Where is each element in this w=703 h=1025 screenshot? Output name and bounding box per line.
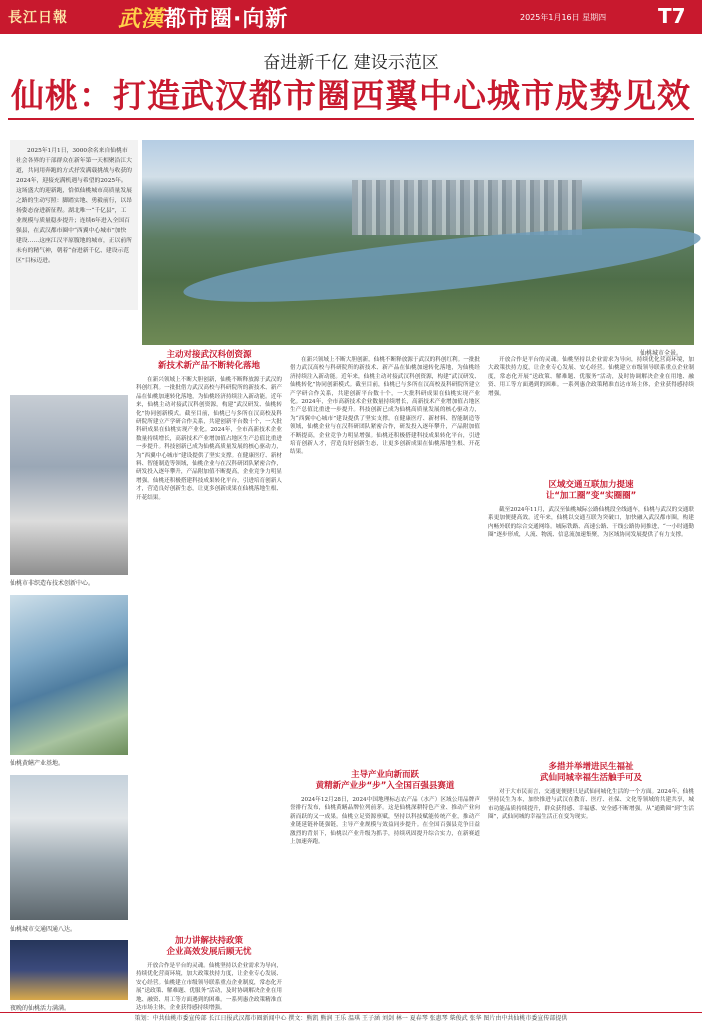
section1-head1: 主动对接武汉科创资源 [166,350,252,360]
section5-head1: 多措并举增进民生福祉 [548,762,634,772]
section-title-b: 都市圈·向新 [164,7,289,32]
photo-nonwoven-center [10,395,128,575]
section1-heading [134,350,284,372]
section2-body: 开放合作是平台的灵魂。仙桃坚持以企业需求为导向，持续优化营商环境，加大政策扶持力度，让企业专心发展、安心经营。仙桃建立市级领导联系重点企业制度，常态化开展“送政策、解难题、优服务”活动，及时协调解决企业在用地、融资、用工等方面遇到的困难。一系列惠企政策精准直达市场主体，企业获得感持续增强。 [136,963,282,1012]
hero-city-skyline [352,180,582,235]
section4-body: 截至2024年11月，武汉至仙桃城际公路仙桃段全线通车，仙桃与武汉的交通联系更加便捷高效。近年来，仙桃以交通互联为突破口，加快融入武汉都市圈，构建内畅外联的综合交通网络。城际铁路、高速公路、干线公路协同推进，“一小时通勤圈”逐步形成，人流、物流、信息流加速集聚，为区域协同发展提供了有力支撑。 [488,507,694,539]
kicker: 奋进新千亿 建设示范区 [263,53,439,73]
hero-caption: 仙桃城市全景。 [640,350,683,357]
section4-head1: 区域交通互联加力提速 [548,480,634,490]
headline: 仙桃：打造武汉都市圈西翼中心城市成势见效 [11,76,691,115]
section-title [118,2,288,33]
paper-title: 長江日報 [8,10,68,26]
section5-heading [488,762,694,784]
section2-head1: 加力讲解扶持政策 [174,936,243,946]
photo-eel-base [10,595,128,755]
section4-heading [488,480,694,502]
right-column-top-text: 开放合作是平台的灵魂。仙桃坚持以企业需求为导向，持续优化营商环境，加大政策扶持力度，让企业专心发展、安心经营。仙桃建立市级领导联系重点企业制度，常态化开展“送政策、解难题、优服务”活动，及时协调解决企业在用地、融资、用工等方面遇到的困难。一系列惠企政策精准直达市场主体，企业获得感持续增强。 [488,357,694,397]
section2-heading [134,936,284,958]
caption-img1: 仙桃市非织造布技术创新中心。 [10,580,95,587]
section1-head2: 新技术新产品不断转化落地 [157,361,260,371]
lead-box [10,140,138,310]
page-number: T7 [658,4,686,28]
section-title-a: 武漢 [118,7,165,32]
caption-img2: 仙桃黄鳝产业基地。 [10,760,65,767]
section5-body: 对于大市民而言，交通更便捷只是武仙同城化生活的一个方面。2024年，仙桃坚持民生为本，加快推进与武汉在教育、医疗、社保、文化等领域的共建共享，城市功能品质持续提升，群众获得感、幸福感、安全感不断增强。从“通勤圈”到“生活圈”，武仙同城的幸福生活正在变为现实。 [488,789,694,821]
masthead [0,0,702,34]
section3-body: 2024年12月28日，2024中国地理标志农产品（水产）区域公用品牌声誉排行发布，仙桃黄鳝品牌位列前茅。这是仙桃深耕特色产业、推动产业向新而跃的又一成果。仙桃立足资源禀赋，坚持以科技赋能传统产业，推动产业链延链补链强链，主导产业规模与效益同步提升。在全国百强县竞争日益激烈的背景下，仙桃以产业升级为抓手，持续巩固提升综合实力，在新赛道上加速奔跑。 [290,797,480,846]
section3-heading [290,770,480,792]
lead-text: 2025年1月1日，3000余名来自仙桃市社会各界的干部群众在新年第一天相聚沿江大道，共同用奔跑的方式抒发满载挑战与收获的2024年，迎接充满机遇与希望的2025年。这场盛大的迎新跑，恰似仙桃城市高质量发展之路的生动写照：脚踏实地、勇毅前行，以昂扬姿态奋进新征程。湖北唯一“千亿县”，工业规模与质量稳步提升；连续6年进入全国百强县，在武汉都市圈中“西翼中心城市”加快建设……这座江汉平原腹地的城市，正以前所未有的精气神，朝着“奋进新千亿、建设示范区”目标迈进。 [16,148,132,264]
section4-head2: 让“加工圈”变“实圈圈” [545,491,637,501]
photo-night-city [10,940,128,1000]
photo-transport [10,775,128,920]
caption-img4: 夜晚的仙桃活力满满。 [10,1005,71,1012]
section3-head2: 黄精新产业步“步”入全国百强县赛道 [315,781,455,791]
headline-rule [8,118,694,120]
section3-head1: 主导产业向新而跃 [350,770,419,780]
credits-footer: 策划：中共仙桃市委宣传部 长江日报武汉都市圈新闻中心 撰文：熊凯 熊润 王乐 温琪 王子涵 刘剑 林一 夏春琴 张惠琴 柴俊武 张华 图片由中共仙桃市委宣传部提供 [0,1012,702,1025]
dateline: 2025年1月16日 星期四 [520,13,607,22]
middle-column-text: 在新兴领域上不断大胆创新，仙桃不断释放源于武汉的科创红利。一批批借力武汉高校与科研院所的新技术、新产品在仙桃加速转化落地，为仙桃经济持续注入新动能。近年来，仙桃主动对接武汉科创资源，构建“武汉研发、仙桃转化”协同创新模式。截至目前，仙桃已与多所在汉高校及科研院所建立产学研合作关系，共建创新平台数十个，一大批科研成果在仙桃实现产业化。2024年，全市高新技术企业数量持续增长，高新技术产业增加值占地区生产总值比重进一步提升。科技创新已成为仙桃高质量发展的核心驱动力，为“西翼中心城市”建设提供了坚实支撑。在健康医疗、新材料、智能制造等领域，仙桃企业与在汉科研团队紧密合作，研发投入逐年攀升，产品附加值不断提高，企业竞争力明显增强。仙桃还积极搭建科技成果转化平台，引进培育创新人才，营造良好创新生态，让更多创新成果在仙桃落地生根、开花结果。 [290,357,481,456]
section5-head2: 武仙同城幸福生活触手可及 [539,773,642,783]
section1-body: 在新兴领域上不断大胆创新，仙桃不断释放源于武汉的科创红利。一批批借力武汉高校与科研院所的新技术、新产品在仙桃加速转化落地，为仙桃经济持续注入新动能。近年来，仙桃主动对接武汉科创资源，构建“武汉研发、仙桃转化”协同创新模式。截至目前，仙桃已与多所在汉高校及科研院所建立产学研合作关系，共建创新平台数十个，一大批科研成果在仙桃实现产业化。2024年，全市高新技术企业数量持续增长，高新技术产业增加值占地区生产总值比重进一步提升。科技创新已成为仙桃高质量发展的核心驱动力，为“西翼中心城市”建设提供了坚实支撑。在健康医疗、新材料、智能制造等领域，仙桃企业与在汉科研团队紧密合作，研发投入逐年攀升，产品附加值不断提高，企业竞争力明显增强。仙桃还积极搭建科技成果转化平台，引进培育创新人才，营造良好创新生态，让更多创新成果在仙桃落地生根、开花结果。 [136,377,282,501]
caption-img3: 仙桃城市交通四通八达。 [10,926,77,933]
section2-head2: 企业高效发展后顾无忧 [166,947,252,957]
hero-photo [142,140,694,345]
